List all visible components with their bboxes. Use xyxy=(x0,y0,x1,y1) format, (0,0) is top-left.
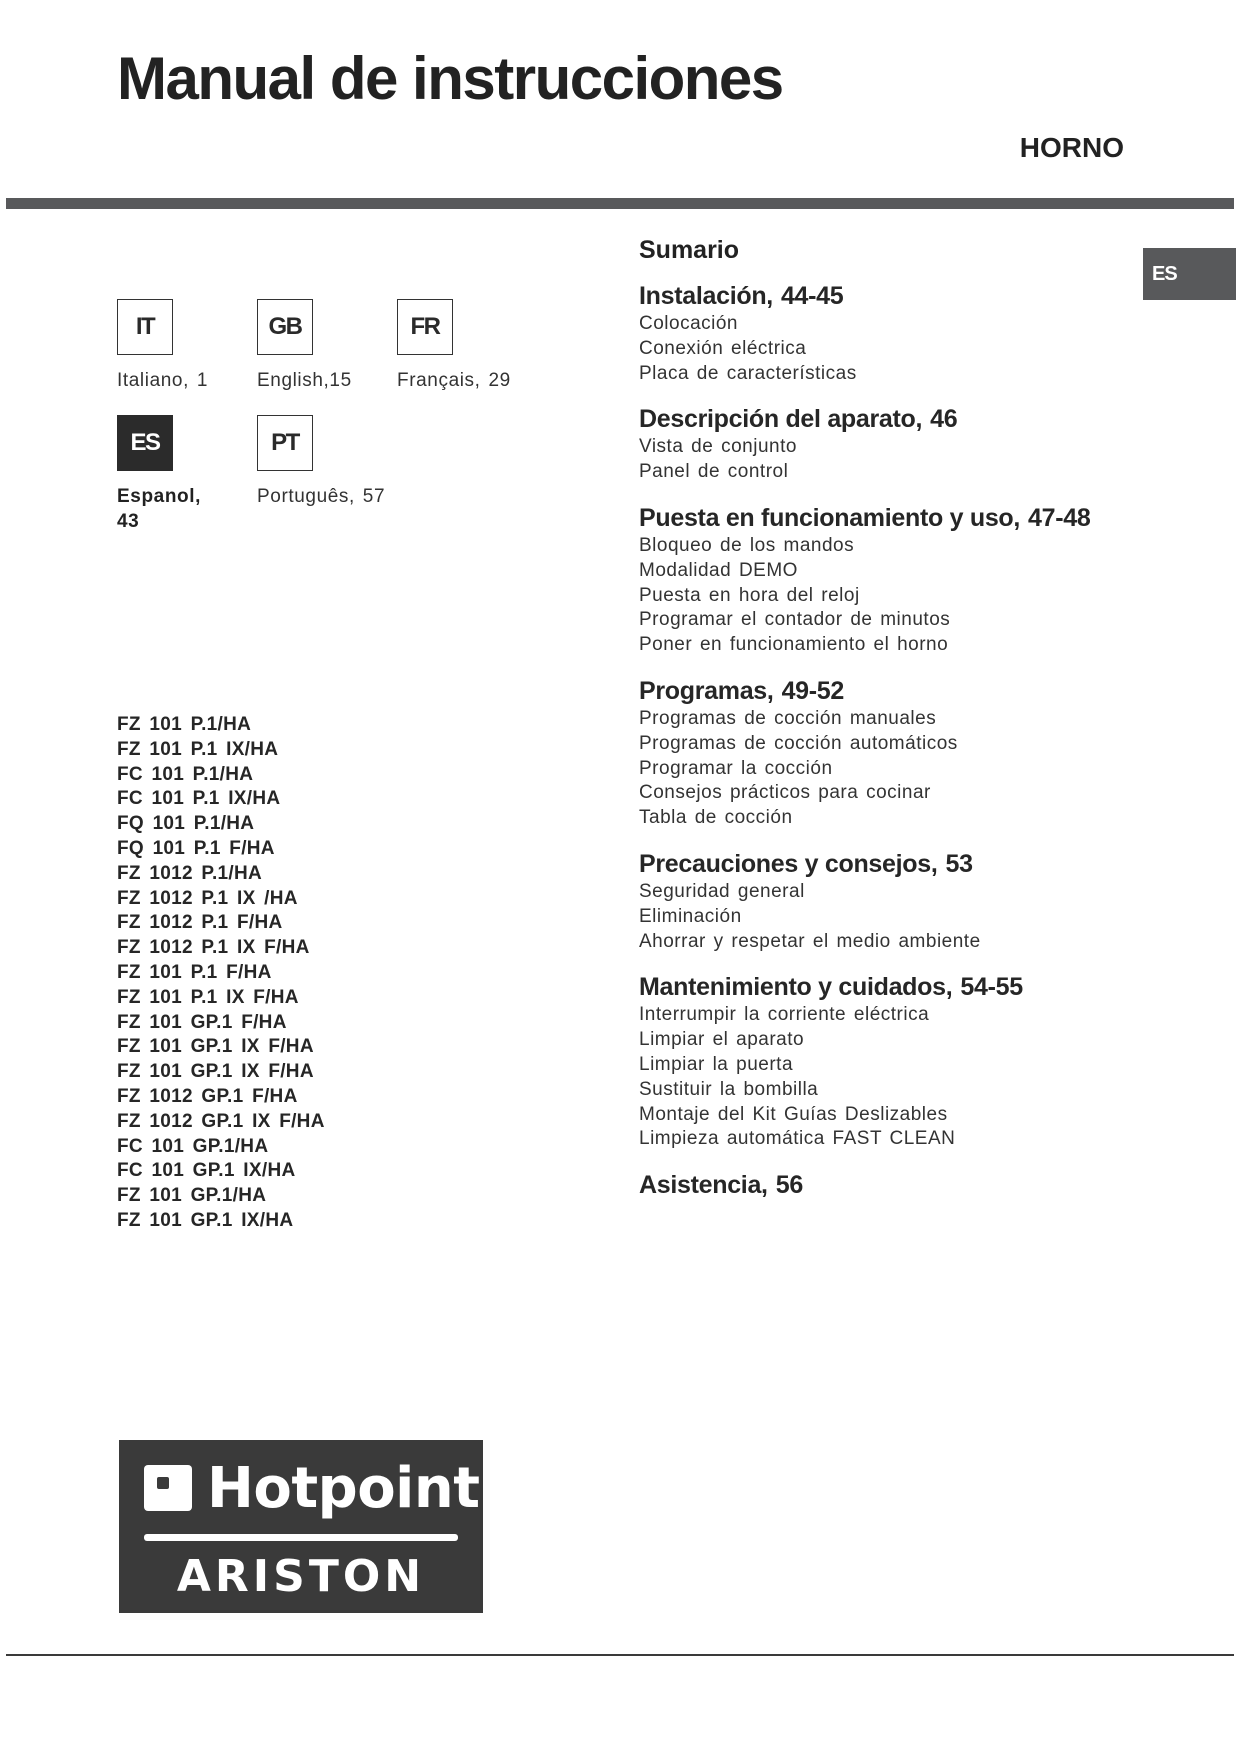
toc-section-title xyxy=(639,1170,1119,1201)
language-name: English, xyxy=(257,370,330,391)
language-label xyxy=(117,368,257,393)
language-label xyxy=(397,368,557,393)
model-item: FQ 101 P.1 F/HA xyxy=(117,837,275,859)
model-list xyxy=(117,713,325,1234)
toc-section-instalacion xyxy=(639,281,1119,386)
language-label xyxy=(257,484,417,509)
toc-item: Colocación xyxy=(639,313,738,334)
language-gb xyxy=(257,299,397,393)
document-title: Manual de instrucciones xyxy=(117,45,783,112)
toc-item: Programar la cocción xyxy=(639,757,833,779)
model-item: FC 101 P.1 IX/HA xyxy=(117,788,281,810)
language-code-box-active: ES xyxy=(117,415,173,471)
model-item: FZ 1012 P.1 IX F/HA xyxy=(117,937,310,959)
toc-item: Puesta en hora del reloj xyxy=(639,584,860,606)
product-type: HORNO xyxy=(1019,132,1124,163)
toc-section-name: Programas, xyxy=(639,676,774,705)
model-item: FZ 101 P.1 IX/HA xyxy=(117,738,279,760)
language-name: Français, xyxy=(397,370,481,391)
language-label xyxy=(257,368,397,393)
toc-section-title xyxy=(639,404,1119,435)
toc-item: Ahorrar y respetar el medio ambiente xyxy=(639,930,981,952)
toc-section-programas xyxy=(639,676,1119,831)
toc-section-pages: 54-55 xyxy=(960,973,1023,1002)
toc-item: Vista de conjunto xyxy=(639,436,797,458)
model-item: FZ 101 P.1 IX F/HA xyxy=(117,986,299,1008)
language-es xyxy=(117,415,257,534)
toc-item-list xyxy=(639,707,1119,831)
model-item: FC 101 GP.1 IX/HA xyxy=(117,1160,296,1182)
language-page: 57 xyxy=(362,486,386,507)
toc-section-pages: 46 xyxy=(930,405,958,434)
toc-section-asistencia xyxy=(639,1170,1119,1201)
toc-item: Poner en funcionamiento el horno xyxy=(639,634,949,656)
language-name: Espanol, xyxy=(117,486,201,507)
toc-item: Sustituir la bombilla xyxy=(639,1078,819,1100)
language-page: 29 xyxy=(488,370,511,391)
model-item: FC 101 GP.1/HA xyxy=(117,1135,269,1157)
toc-section-pages: 56 xyxy=(775,1171,803,1200)
language-page: 1 xyxy=(196,370,209,391)
language-code-box: IT xyxy=(117,299,173,355)
language-side-tab: ES xyxy=(1143,248,1236,300)
toc-item-list xyxy=(639,435,1119,485)
toc-item: Programar el contador de minutos xyxy=(639,609,951,631)
toc-section-title xyxy=(639,972,1119,1003)
toc-item: Limpieza automática FAST CLEAN xyxy=(639,1128,956,1150)
model-item: FQ 101 P.1/HA xyxy=(117,813,255,835)
model-item: FZ 101 GP.1 F/HA xyxy=(117,1011,287,1033)
toc-item: Programas de cocción manuales xyxy=(639,707,937,729)
language-label xyxy=(117,484,257,534)
toc-item: Programas de cocción automáticos xyxy=(639,732,958,754)
toc-item: Interrumpir la corriente eléctrica xyxy=(639,1004,930,1026)
toc-section-title xyxy=(639,849,1119,880)
toc-section-pages: 44-45 xyxy=(780,282,844,310)
logo-divider-bar xyxy=(144,1534,458,1541)
toc-item: Eliminación xyxy=(639,905,742,927)
language-name: Português, xyxy=(257,486,355,507)
header-divider xyxy=(6,198,1234,209)
toc-item: Limpiar la puerta xyxy=(639,1053,794,1075)
language-fr xyxy=(397,299,557,393)
footer-divider xyxy=(6,1654,1234,1656)
toc-item-list xyxy=(639,1003,1119,1152)
model-item: FZ 1012 P.1 IX /HA xyxy=(117,887,298,909)
toc-section-name: Instalación, xyxy=(639,282,773,310)
model-item: FZ 101 GP.1 IX/HA xyxy=(117,1209,294,1231)
toc-item: Modalidad DEMO xyxy=(639,559,798,581)
toc-section-name: Mantenimiento y cuidados, xyxy=(639,973,953,1002)
toc-section-name: Asistencia, xyxy=(639,1171,768,1200)
model-item: FZ 101 GP.1 IX F/HA xyxy=(117,1036,314,1058)
language-code-box: PT xyxy=(257,415,313,471)
toc-section-puesta-en-funcionamiento xyxy=(639,503,1119,658)
language-page: 15 xyxy=(329,370,352,391)
toc-item-list xyxy=(639,534,1119,658)
logo-mark-dot xyxy=(157,1477,169,1489)
toc-item-list xyxy=(639,312,1119,386)
toc-section-descripcion xyxy=(639,404,1119,485)
model-item: FZ 1012 P.1/HA xyxy=(117,862,263,884)
toc-section-title xyxy=(639,676,1119,707)
toc-item: Placa de características xyxy=(639,362,857,384)
language-page: 43 xyxy=(117,511,140,532)
toc-section-title xyxy=(639,281,1119,312)
toc-section-pages: 53 xyxy=(945,849,973,878)
hotpoint-logo-icon xyxy=(144,1465,192,1511)
brand-name-ariston: ARISTON xyxy=(176,1551,426,1602)
toc-section-pages: 47-48 xyxy=(1028,503,1091,532)
toc-section-name: Descripción del aparato, xyxy=(639,405,923,434)
toc-item: Montaje del Kit Guías Deslizables xyxy=(639,1103,948,1125)
model-item: FC 101 P.1/HA xyxy=(117,763,254,785)
language-code-box: FR xyxy=(397,299,453,355)
toc-item: Conexión eléctrica xyxy=(639,337,807,359)
model-item: FZ 1012 GP.1 F/HA xyxy=(117,1085,298,1107)
language-it xyxy=(117,299,257,393)
language-code-box: GB xyxy=(257,299,313,355)
toc-item: Tabla de cocción xyxy=(639,807,793,829)
model-item: FZ 1012 P.1 F/HA xyxy=(117,912,283,934)
model-item: FZ 101 GP.1 IX F/HA xyxy=(117,1061,314,1083)
model-item: FZ 101 GP.1/HA xyxy=(117,1185,267,1207)
brand-logo xyxy=(119,1440,483,1613)
toc-heading: Sumario xyxy=(639,236,740,264)
toc-item: Seguridad general xyxy=(639,880,805,902)
toc-item: Bloqueo de los mandos xyxy=(639,534,855,556)
toc-section-name: Precauciones y consejos, xyxy=(639,849,938,878)
toc-item: Limpiar el aparato xyxy=(639,1029,805,1051)
toc-section-pages: 49-52 xyxy=(781,676,845,705)
toc-item-list xyxy=(639,880,1119,954)
toc-section-precauciones xyxy=(639,849,1119,954)
model-item: FZ 101 P.1/HA xyxy=(117,714,252,735)
toc-section-title xyxy=(639,503,1119,534)
toc-item: Consejos prácticos para cocinar xyxy=(639,782,931,804)
toc-section-name: Puesta en funcionamiento y uso, xyxy=(639,503,1021,532)
toc-section-mantenimiento xyxy=(639,972,1119,1152)
language-pt xyxy=(257,415,417,509)
table-of-contents xyxy=(639,236,1119,1219)
language-name: Italiano, xyxy=(117,370,189,391)
brand-name-hotpoint: Hotpoint xyxy=(207,1456,480,1521)
model-item: FZ 1012 GP.1 IX F/HA xyxy=(117,1110,325,1132)
toc-item: Panel de control xyxy=(639,461,789,483)
model-item: FZ 101 P.1 F/HA xyxy=(117,961,272,983)
